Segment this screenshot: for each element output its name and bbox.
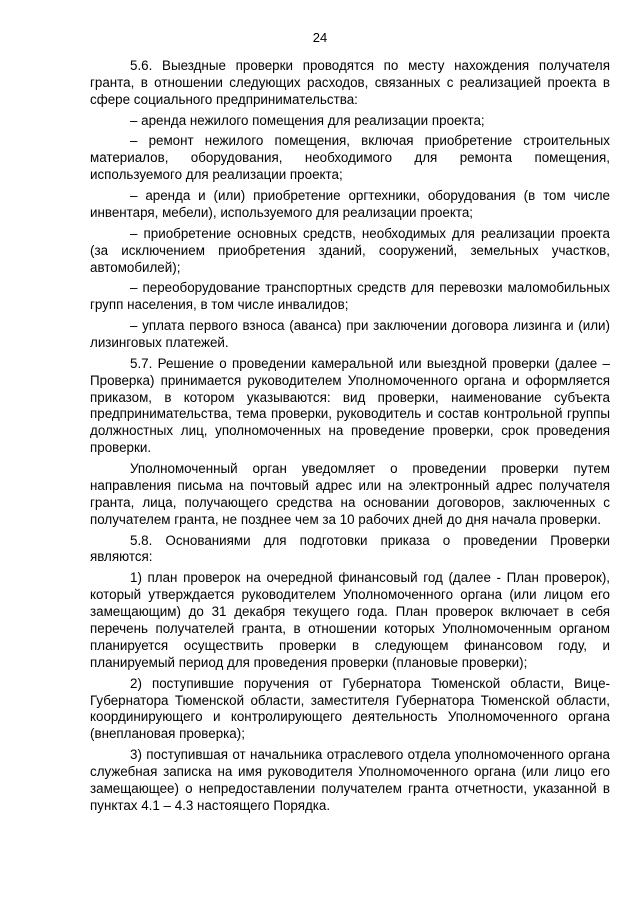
document-body xyxy=(90,58,610,819)
list-item-office-equipment: – аренда и (или) приобретение оргтехники, оборудования (в том числе инвентаря, мебели), используемого для реализации проекта; xyxy=(90,188,610,220)
list-item-repair: – ремонт нежилого помещения, включая приобретение строительных материалов, оборудования, необходимого для ремонта помещения, используемого для реализации проекта; xyxy=(90,133,610,183)
paragraph-5-6: 5.6. Выездные проверки проводятся по месту нахождения получателя гранта, в отношении следующих расходов, связанных с реализацией проекта в сфере социального предпринимательства: xyxy=(90,58,610,107)
list-item-vehicle-conversion: – переоборудование транспортных средств для перевозки маломобильных групп населения, в том числе инвалидов; xyxy=(90,280,610,313)
list-item-governor-orders: 2) поступившие поручения от Губернатора Тюменской области, Вице-Губернатора Тюменской области, заместителя Губернатора Тюменской области, координирующего и контролирующего деятельность Уполномоченного органа (внеплановая проверка); xyxy=(90,675,610,742)
list-item-rent: – аренда нежилого помещения для реализации проекта; xyxy=(130,112,485,128)
list-item-plan: 1) план проверок на очередной финансовый год (далее - План проверок), который утверждается руководителем Уполномоченного органа (или лицом его замещающим) до 31 декабря текущего года. План проверок включает в себя перечень получателей гранта, в отношении которых Уполномоченным органом планируется осуществить проверки в следующем финансовом году, и планируемый период для проведения проверки (плановые проверки); xyxy=(90,570,610,670)
list-item-fixed-assets: – приобретение основных средств, необходимых для реализации проекта (за исключением приобретения зданий, сооружений, земельных участков, автомобилей); xyxy=(90,225,610,275)
page-number: 24 xyxy=(312,30,328,45)
paragraph-5-8: 5.8. Основаниями для подготовки приказа о проведении Проверки являются: xyxy=(90,532,610,565)
paragraph-5-7: 5.7. Решение о проведении камеральной или выездной проверки (далее – Проверка) принимается руководителем Уполномоченного органа и оформляется приказом, в котором указываются: вид проверки, наименование субъекта предпринимательства, тема проверки, руководитель и состав контрольной группы должностных лиц, уполномоченных на проведение проверки, срок проведения проверки. xyxy=(90,355,610,456)
paragraph-notification: Уполномоченный орган уведомляет о проведении проверки путем направления письма на почтовый адрес или на электронный адрес получателя гранта, лица, получающего средства на основании договоров, заключенных с получателем гранта, не позднее чем за 10 рабочих дней до дня начала проверки. xyxy=(90,461,610,527)
list-item-leasing: – уплата первого взноса (аванса) при заключении договора лизинга и (или) лизинговых платежей. xyxy=(90,318,610,350)
list-item-memo: 3) поступившая от начальника отраслевого отдела уполномоченного органа служебная записка на имя руководителя Уполномоченного органа (или лицо его замещающее) о непредоставлении получателем гранта отчетности, указанной в пунктах 4.1 – 4.3 настоящего Порядка. xyxy=(90,747,610,813)
